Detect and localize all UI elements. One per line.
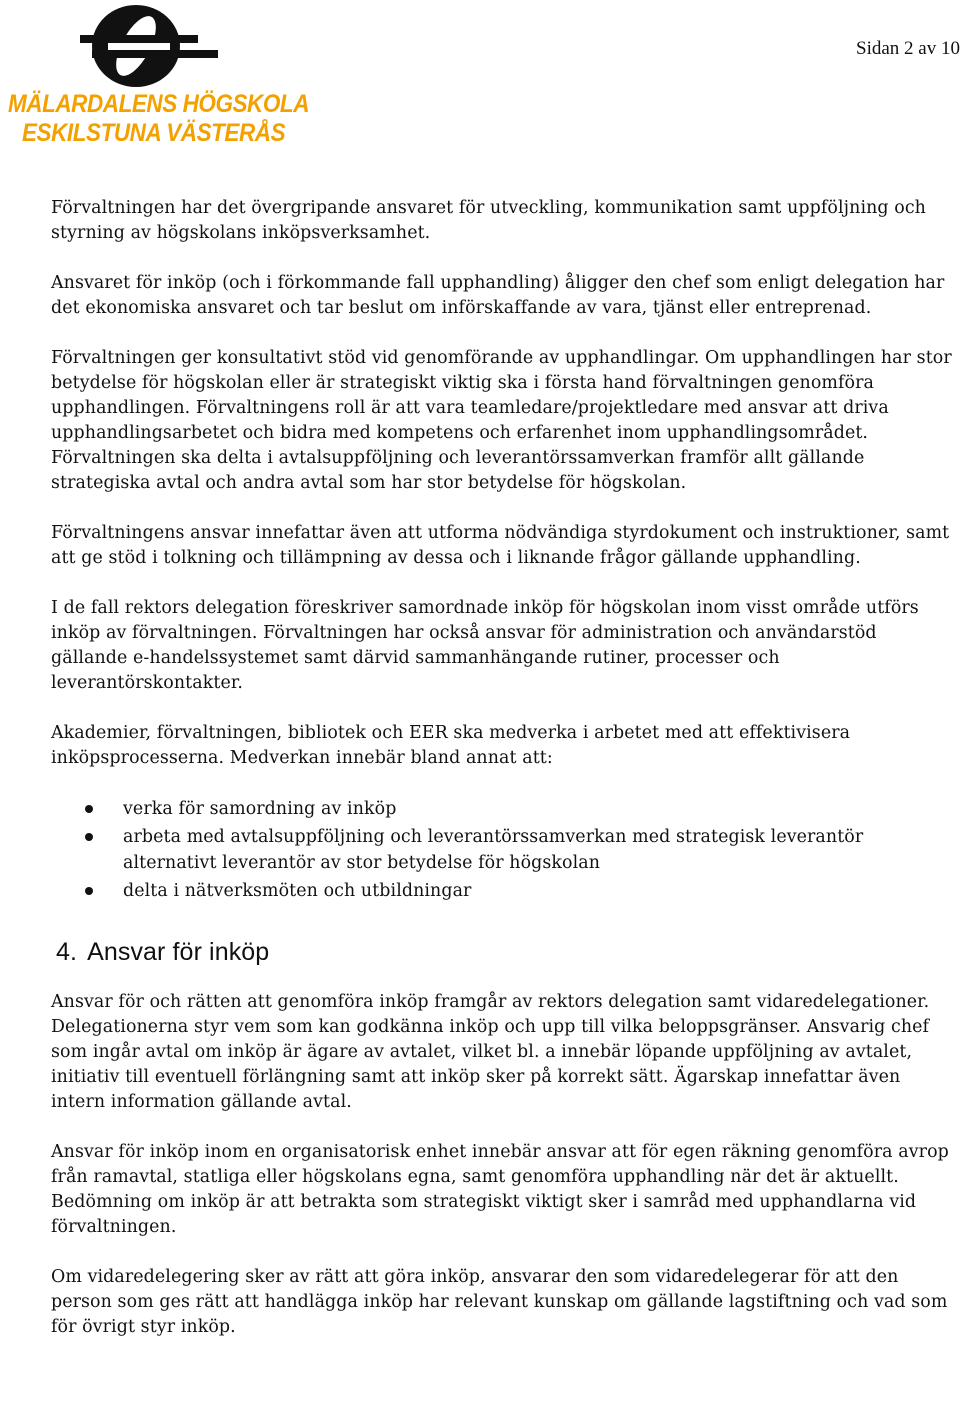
section-heading xyxy=(56,934,957,970)
paragraph: Förvaltningens ansvar innefattar även att utforma nödvändiga styrdokument och instruktioner, samt att ge stöd i tolkning och tillämpning av dessa och i liknande frågor gällande upphandling. xyxy=(51,523,950,568)
paragraph: Ansvar för och rätten att genomföra inköp framgår av rektors delegation samt vidaredelegationer. Delegationerna styr vem som kan godkänna inköp och upp till vilka beloppsgränser. Ansvarig chef som ingår avtal om inköp är ägare av avtalet, vilket bl. a innebär löpande uppföljning av avtalet, initiativ till eventuell förlängning samt att inköp sker på korrekt sätt. Ägarskap innefattar även intern information gällande avtal. xyxy=(51,992,930,1112)
list-item: verka för samordning av inköp xyxy=(51,796,957,822)
list-item: arbeta med avtalsuppföljning och leverantörssamverkan med strategisk leverantör alternativt leverantör av stor betydelse för högskolan xyxy=(51,824,957,876)
logo-text-line-2: ESKILSTUNA VÄSTERÅS xyxy=(22,119,286,147)
section-title: Ansvar för inköp xyxy=(87,938,270,966)
logo-text-line-1: MÄLARDALENS HÖGSKOLA xyxy=(8,90,309,118)
paragraph: Förvaltningen ger konsultativt stöd vid genomförande av upphandlingar. Om upphandlingen har stor betydelse för högskolan eller är strategiskt viktig ska i första hand förvaltningen genomföra upphandlingen. Förvaltningens roll är att vara teamledare/projektledare med ansvar att driva upphandlingsarbetet och bidra med kompetens och erfarenhet inom upphandlingsområdet. Förvaltningen ska delta i avtalsuppföljning och leverantörssamverkan framför allt gällande strategiska avtal och andra avtal som har stor betydelse för högskolan. xyxy=(51,348,952,493)
university-logo xyxy=(8,2,309,154)
paragraph: Ansvaret för inköp (och i förkommande fall upphandling) åligger den chef som enligt delegation har det ekonomiska ansvaret och tar beslut om införskaffande av vara, tjänst eller entreprenad. xyxy=(51,273,945,318)
bullet-list xyxy=(51,796,957,904)
paragraph: Akademier, förvaltningen, bibliotek och EER ska medverka i arbetet med att effektivisera inköpsprocesserna. Medverkan innebär bland annat att: xyxy=(51,723,851,768)
paragraph: Ansvar för inköp inom en organisatorisk enhet innebär ansvar att för egen räkning genomföra avrop från ramavtal, statliga eller högskolans egna, samt genomföra upphandling när det är aktuellt. Bedömning om inköp är att betrakta som strategiskt viktigt sker i samråd med upphandlarna vid förvaltningen. xyxy=(51,1142,949,1237)
section-number: 4. xyxy=(56,938,78,966)
page-number: Sidan 2 av 10 xyxy=(856,38,960,59)
list-item: delta i nätverksmöten och utbildningar xyxy=(51,878,957,904)
logo-emblem-icon xyxy=(78,2,218,90)
paragraph: Om vidaredelegering sker av rätt att göra inköp, ansvarar den som vidaredelegerar för att den person som ges rätt att handlägga inköp har relevant kunskap om gällande lagstiftning och vad som för övrigt styr inköp. xyxy=(51,1267,948,1337)
paragraph: Förvaltningen har det övergripande ansvaret för utveckling, kommunikation samt uppföljning och styrning av högskolans inköpsverksamhet. xyxy=(51,198,926,243)
document-body xyxy=(51,196,957,1365)
paragraph: I de fall rektors delegation föreskriver samordnade inköp för högskolan inom visst område utförs inköp av förvaltningen. Förvaltningen har också ansvar för administration och användarstöd gällande e-handelssystemet samt därvid sammanhängande rutiner, processer och leverantörskontakter. xyxy=(51,598,919,693)
